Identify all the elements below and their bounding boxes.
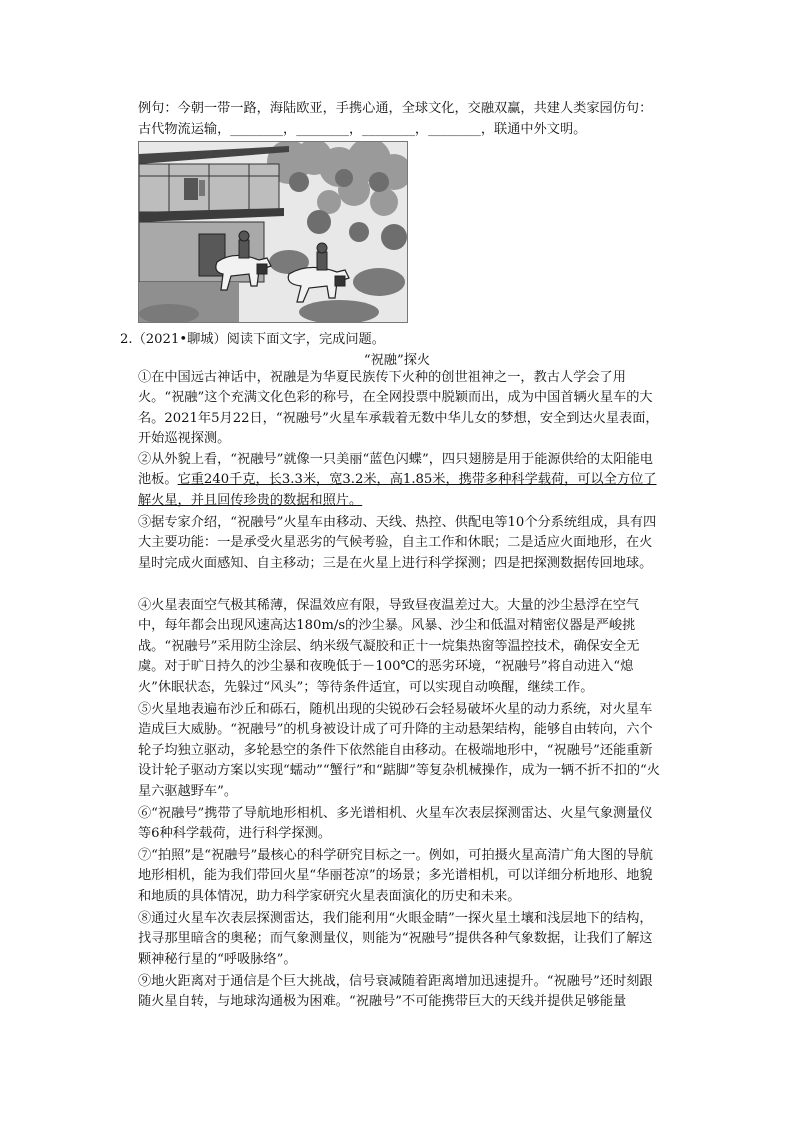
imitation-sentence: 古代物流运输，________，________，________，________，联通中外文明。 (138, 122, 587, 137)
paragraph-5: ⑤火星地表遍布沙丘和砾石，随机出现的尖锐砂石会轻易破坏火星的动力系统，对火星车造成巨大威胁。“祝融号”的机身被设计成了可升降的主动悬架结构，能够自由转向，六个轮子均独立驱动，多轮悬空的条件下依然能自由移动。在极端地形中，“祝融号”还能重新设计轮子驱动方案以实现“蠕动”“蟹行”和“踮脚”等复杂机械操作，成为一辆不折不扣的“火星六驱越野车”。 (138, 702, 660, 799)
question-number-label: 2. (120, 332, 133, 347)
paragraph-2-text: ②从外貌上看，“祝融号”就像一只美丽“蓝色闪蝶”，四只翅膀是用于能源供给的太阳能电池板。 (138, 452, 653, 488)
example-sentence: 例句：今朝一带一路，海陆欧亚，手携心通，全球文化，交融双赢，共建人类家园仿句： (138, 101, 653, 116)
paragraph-2 (138, 450, 660, 511)
illustration-drawing (139, 142, 407, 322)
paragraph-4: ④火星表面空气极其稀薄，保温效应有限，导致昼夜温差过大。大量的沙尘悬浮在空气中，每年都会出现风速高达180m/s的沙尘暴。风暴、沙尘和低温对精密仪器是严峻挑战。“祝融号”采用防尘涂层、纳米级气凝胶和正十一烷集热窗等温控技术，确保安全无虞。对于旷日持久的沙尘暴和夜晚低于－100℃的恶劣环境，“祝融号”将自动进入“熄火”休眠状态，先躲过“风头”；等待条件适宜，可以实现自动唤醒，继续工作。 (138, 598, 640, 695)
paragraph-9: ⑨地火距离对于通信是个巨大挑战，信号衰减随着距离增加迅速提升。“祝融号”还时刻跟随火星自转，与地球沟通极为困难。“祝融号”不可能携带巨大的天线并提供足够能量 (138, 974, 653, 1010)
paragraph-8: ⑧通过火星车次表层探测雷达，我们能利用“火眼金睛”一探火星土壤和浅层地下的结构，找寻那里暗含的奥秘；而气象测量仪，则能为“祝融号”提供各种气象数据，让我们了解这颗神秘行星的“呼吸脉络”。 (138, 911, 653, 967)
paragraph-6: ⑥“祝融号”携带了导航地形相机、多光谱相机、火星车次表层探测雷达、火星气象测量仪等6种科学载荷，进行科学探测。 (138, 806, 653, 842)
paragraph-1: ①在中国远古神话中，祝融是为华夏民族传下火种的创世祖神之一，教古人学会了用火。“祝融”这个充满文化色彩的称号，在全网投票中脱颖而出，成为中国首辆火星车的大名。2021年5月22日，“祝融号”火星车承载着无数中华儿女的梦想，安全到达火星表面，开始巡视探测。 (138, 370, 659, 447)
paragraph-7: ⑦“拍照”是“祝融号”最核心的科学研究目标之一。例如，可拍摄火星高清广角大图的导航地形相机，能为我们带回火星“华丽苍凉”的场景；多光谱相机，可以详细分析地形、地貌和地质的具体情况，助力科学家研究火星表面演化的历史和未来。 (138, 848, 653, 904)
ancient-courier-horses-illustration (138, 141, 408, 323)
question-source: （2021•聊城）阅读下面文字，完成问题。 (132, 332, 385, 347)
article-title: “祝融”探火 (363, 353, 431, 368)
paragraph-2-underlined-sentence: 它重240千克，长3.3米，宽3.2米，高1.85米，携带多种科学载荷，可以全方位了解火星，并且回传珍贵的数据和照片。 (138, 472, 657, 508)
question-number (120, 328, 385, 347)
paragraph-3: ③据专家介绍，“祝融号”火星车由移动、天线、热控、供配电等10个分系统组成，具有四大主要功能：一是承受火星恶劣的气候考验，自主工作和休眠；二是适应火面地形，在火星时完成火面感知、自主移动；三是在火星上进行科学探测；四是把探测数据传回地球。 (138, 515, 657, 571)
